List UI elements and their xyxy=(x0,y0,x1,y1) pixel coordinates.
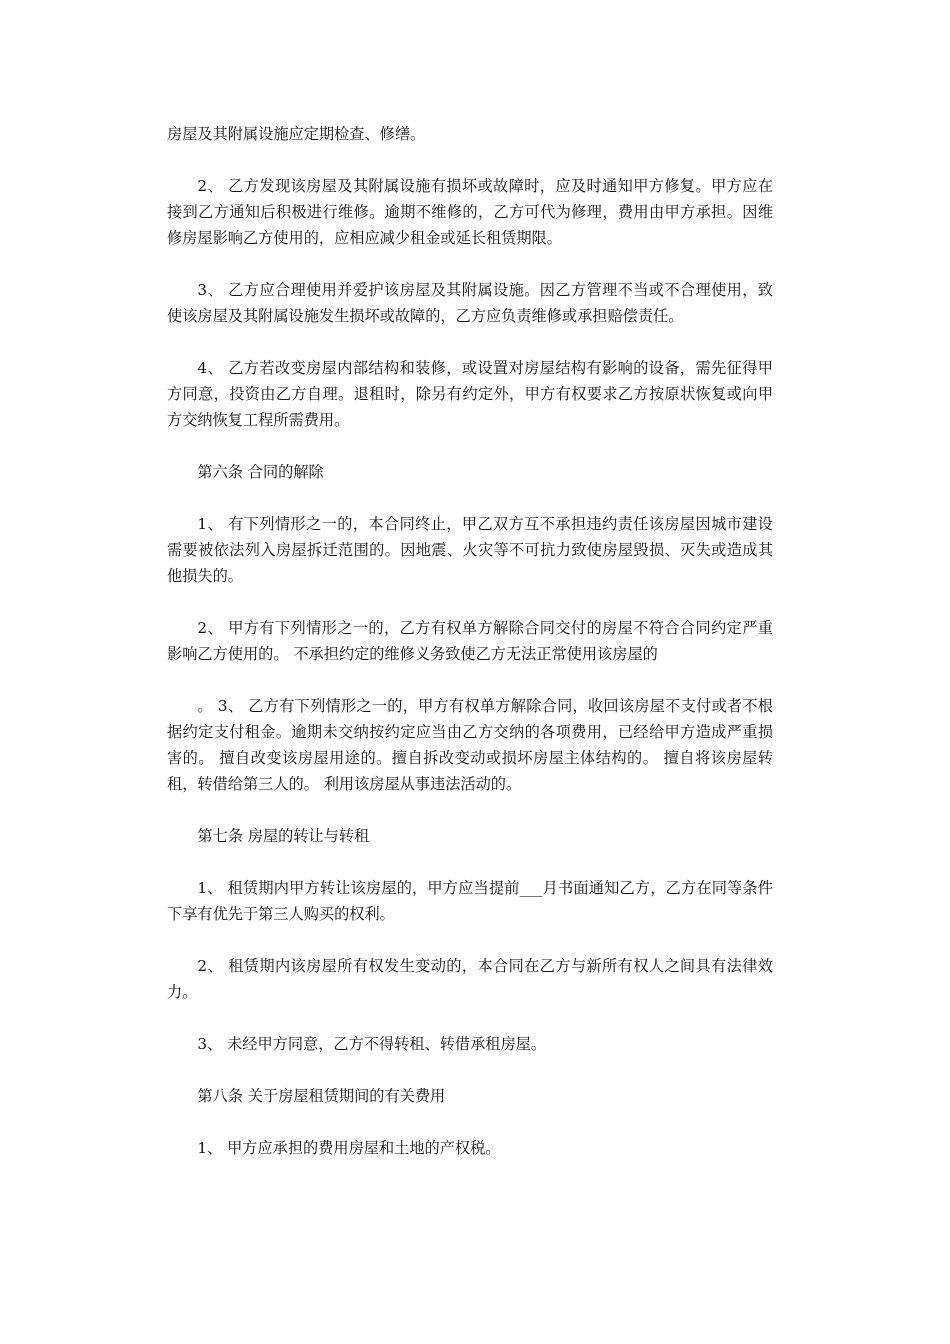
section-heading-8: 第八条 关于房屋租赁期间的有关费用 xyxy=(197,1087,446,1105)
paragraph-10: 1、 租赁期内甲方转让该房屋的，甲方应当提前___月书面通知乙方，乙方在同等条件下享有优先于第三人购买的权利。 xyxy=(167,879,773,923)
paragraph-4: 4、 乙方若改变房屋内部结构和装修，或设置对房屋结构有影响的设备，需先征得甲方同意，投资由乙方自理。退租时，除另有约定外，甲方有权要求乙方按原状恢复或向甲方交纳恢复工程所需费用。 xyxy=(167,359,773,429)
paragraph-8: 。 3、 乙方有下列情形之一的，甲方有权单方解除合同，收回该房屋不支付或者不根据约定支付租金。逾期未交纳按约定应当由乙方交纳的各项费用，已经给甲方造成严重损害的。 擅自改变该房屋用途的。擅自拆改变动或损坏房屋主体结构的。 擅自将该房屋转租，转借给第三人的。 利用该房屋从事违法活动的。 xyxy=(167,697,773,793)
section-heading-6: 第六条 合同的解除 xyxy=(197,463,324,481)
paragraph-11: 2、 租赁期内该房屋所有权发生变动的，本合同在乙方与新所有权人之间具有法律效力。 xyxy=(167,957,773,1001)
paragraph-12: 3、 未经甲方同意，乙方不得转租、转借承租房屋。 xyxy=(197,1035,547,1053)
paragraph-2: 2、 乙方发现该房屋及其附属设施有损坏或故障时，应及时通知甲方修复。甲方应在接到乙方通知后积极进行维修。逾期不维修的，乙方可代为修理，费用由甲方承担。因维修房屋影响乙方使用的，应相应减少租金或延长租赁期限。 xyxy=(167,177,773,247)
document-body xyxy=(167,121,773,1187)
paragraph-7: 2、 甲方有下列情形之一的，乙方有权单方解除合同交付的房屋不符合合同约定严重影响乙方使用的。 不承担约定的维修义务致使乙方无法正常使用该房屋的 xyxy=(167,619,773,663)
paragraph-14: 1、 甲方应承担的费用房屋和土地的产权税。 xyxy=(197,1139,501,1157)
paragraph-1: 房屋及其附属设施应定期检查、修缮。 xyxy=(167,125,426,143)
section-heading-7: 第七条 房屋的转让与转租 xyxy=(197,827,370,845)
paragraph-3: 3、 乙方应合理使用并爱护该房屋及其附属设施。因乙方管理不当或不合理使用，致使该房屋及其附属设施发生损坏或故障的，乙方应负责维修或承担赔偿责任。 xyxy=(167,281,773,325)
paragraph-6: 1、 有下列情形之一的，本合同终止，甲乙双方互不承担违约责任该房屋因城市建设需要被依法列入房屋拆迁范围的。因地震、火灾等不可抗力致使房屋毁损、灭失或造成其他损失的。 xyxy=(167,515,773,585)
